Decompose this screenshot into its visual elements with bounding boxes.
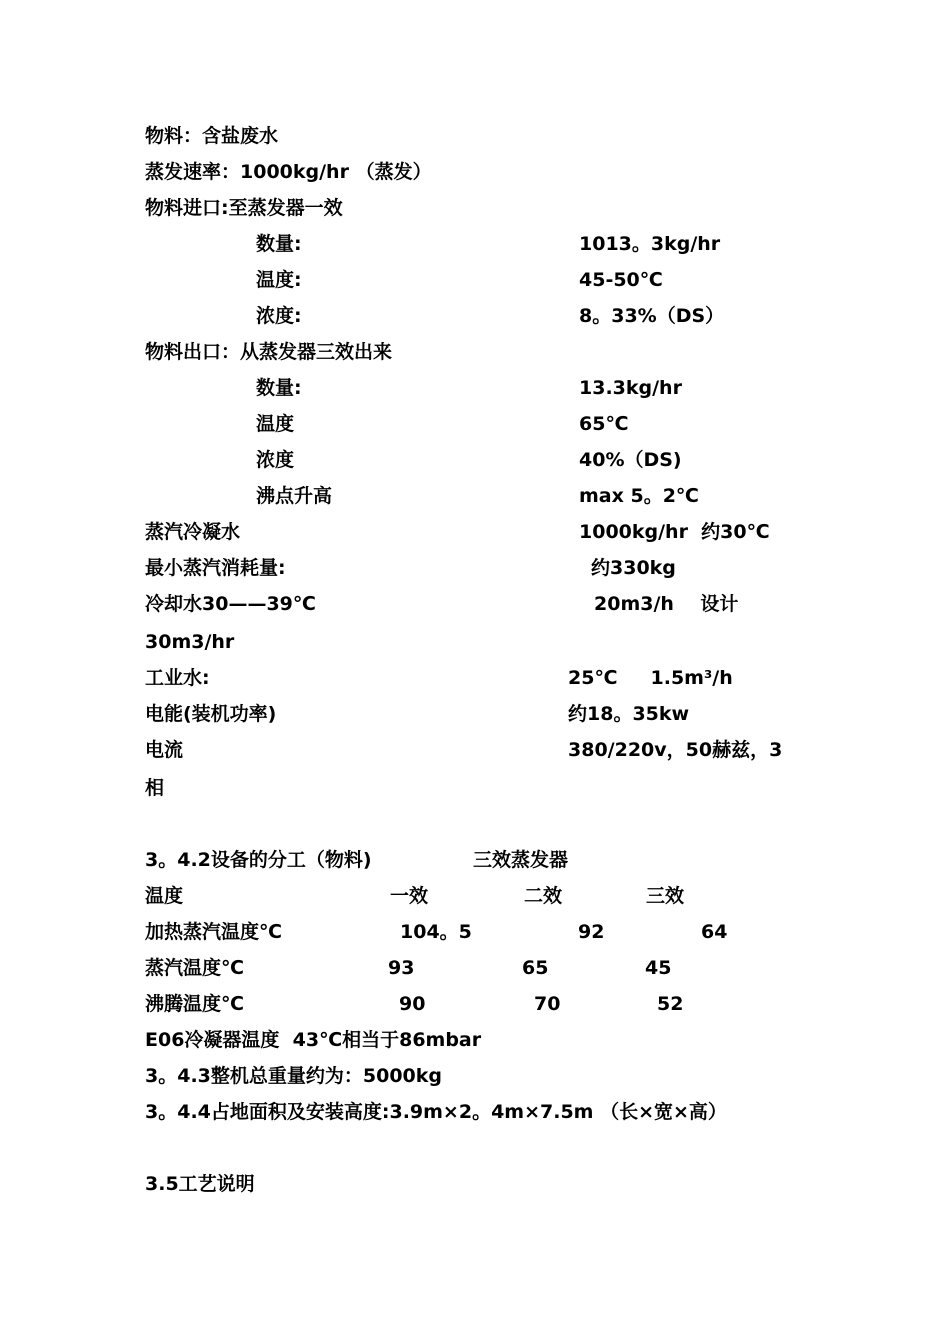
feed-inlet-quantity-label: 数量: [256, 233, 302, 255]
material-line: 物料：含盐废水 [145, 125, 279, 147]
steam-temp-effect2: 65 [522, 957, 549, 979]
heating-steam-temp-effect2: 92 [578, 921, 605, 943]
steam-temp-effect1: 93 [388, 957, 415, 979]
feed-outlet-temperature-value: 65℃ [579, 413, 629, 435]
cooling-water-value: 20m3/h 设计 [594, 593, 739, 615]
feed-outlet-temperature-label: 温度 [256, 413, 295, 435]
steam-temp-effect3: 45 [645, 957, 672, 979]
footprint-line: 3。4.4占地面积及安装高度:3.9m×2。4m×7.5m （长×宽×高） [145, 1101, 727, 1123]
min-steam-value: 约330kg [591, 557, 676, 579]
feed-outlet-heading: 物料出口：从蒸发器三效出来 [145, 341, 393, 363]
power-value: 约18。35kw [568, 703, 690, 725]
current-label: 电流 [145, 739, 184, 761]
cooling-water-label: 冷却水30——39℃ [145, 593, 316, 615]
min-steam-label: 最小蒸汽消耗量: [145, 557, 286, 579]
steam-condensate-value: 1000kg/hr 约30℃ [579, 521, 770, 543]
feed-outlet-concentration-label: 浓度 [256, 449, 295, 471]
boiling-point-rise-label: 沸点升高 [256, 485, 333, 507]
current-value-wrap: 相 [145, 777, 165, 799]
feed-inlet-quantity-value: 1013。3kg/hr [579, 233, 721, 255]
section-title: 3.5工艺说明 [145, 1173, 255, 1195]
feed-inlet-heading: 物料进口:至蒸发器一效 [145, 197, 343, 219]
feed-inlet-concentration-label: 浓度: [256, 305, 302, 327]
feed-outlet-concentration-value: 40%（DS) [579, 449, 682, 471]
steam-temp-label: 蒸汽温度℃ [145, 957, 245, 979]
industrial-water-value: 25℃ 1.5m³/h [568, 667, 733, 689]
cooling-water-design-value: 30m3/hr [145, 631, 235, 653]
power-label: 电能(装机功率) [145, 703, 277, 725]
effects-header-col3: 三效 [646, 885, 685, 907]
condenser-line: E06冷凝器温度 43℃相当于86mbar [145, 1029, 482, 1051]
industrial-water-label: 工业水: [145, 667, 210, 689]
effects-section-subtitle: 三效蒸发器 [473, 849, 569, 871]
evaporation-rate-line: 蒸发速率：1000kg/hr （蒸发） [145, 161, 432, 183]
heating-steam-temp-effect1: 104。5 [400, 921, 472, 943]
effects-header-col2: 二效 [524, 885, 563, 907]
boiling-temp-effect2: 70 [534, 993, 561, 1015]
feed-inlet-concentration-value: 8。33%（DS） [579, 305, 725, 327]
boiling-point-rise-value: max 5。2℃ [579, 485, 699, 507]
feed-outlet-quantity-value: 13.3kg/hr [579, 377, 682, 399]
feed-inlet-temperature-value: 45-50℃ [579, 269, 663, 291]
effects-header-col1: 一效 [390, 885, 429, 907]
boiling-temp-effect3: 52 [657, 993, 684, 1015]
effects-header-label: 温度 [145, 885, 184, 907]
boiling-temp-effect1: 90 [399, 993, 426, 1015]
boiling-temp-label: 沸腾温度℃ [145, 993, 245, 1015]
heating-steam-temp-effect3: 64 [701, 921, 728, 943]
weight-line: 3。4.3整机总重量约为：5000kg [145, 1065, 442, 1087]
current-value: 380/220v，50赫兹，3 [568, 739, 783, 761]
feed-inlet-temperature-label: 温度: [256, 269, 302, 291]
feed-outlet-quantity-label: 数量: [256, 377, 302, 399]
effects-section-heading: 3。4.2设备的分工（物料) [145, 849, 372, 871]
heating-steam-temp-label: 加热蒸汽温度℃ [145, 921, 283, 943]
steam-condensate-label: 蒸汽冷凝水 [145, 521, 241, 543]
